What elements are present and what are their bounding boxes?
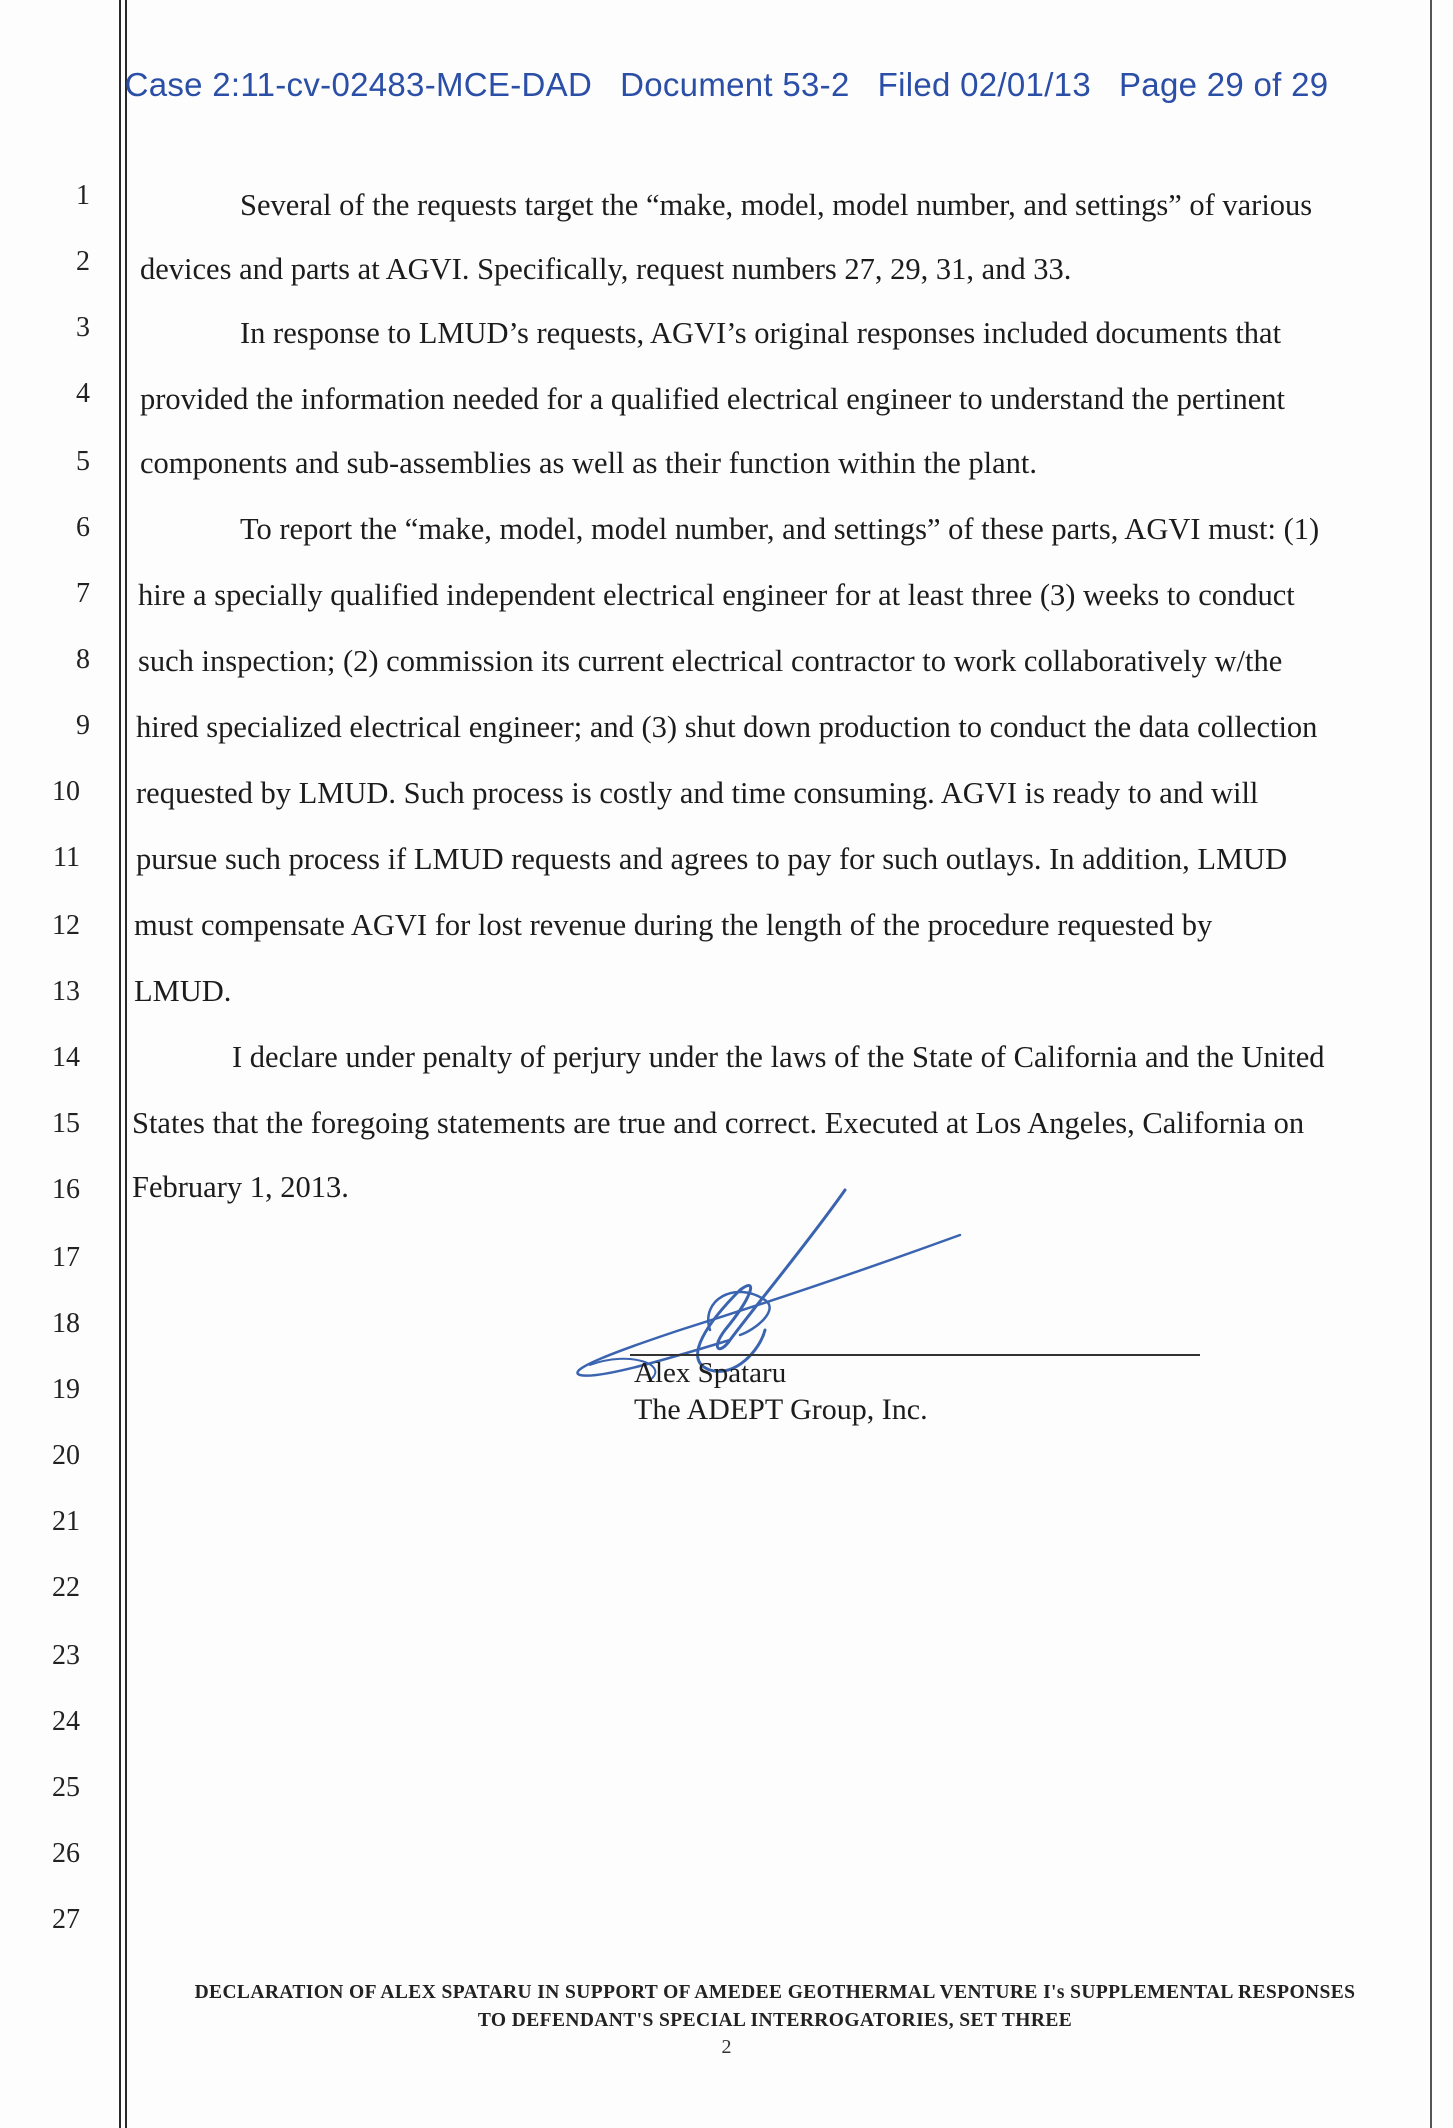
line-number: 4 bbox=[76, 378, 90, 409]
page-count: Page 29 of 29 bbox=[1118, 66, 1329, 103]
body-line: February 1, 2013. bbox=[132, 1170, 349, 1204]
left-margin-rule-inner bbox=[125, 0, 127, 2128]
line-number: 20 bbox=[52, 1440, 80, 1471]
page-number: 2 bbox=[721, 2036, 732, 2058]
line-number: 10 bbox=[52, 776, 80, 807]
signatory-name: Alex Spataru bbox=[634, 1357, 787, 1389]
body-line: States that the foregoing statements are true and correct. Executed at Los Angeles, California on bbox=[132, 1106, 1305, 1140]
line-number: 18 bbox=[52, 1308, 80, 1339]
line-number: 21 bbox=[52, 1506, 80, 1537]
footer-title-line-1: DECLARATION OF ALEX SPATARU IN SUPPORT OF AMEDEE GEOTHERMAL VENTURE I's SUPPLEMENTAL RESPONSES bbox=[194, 1982, 1356, 2003]
line-number: 1 bbox=[76, 180, 90, 211]
right-margin-rule bbox=[1430, 0, 1432, 2128]
line-number: 23 bbox=[52, 1640, 80, 1671]
line-number: 16 bbox=[52, 1174, 80, 1205]
body-line: Several of the requests target the “make, model, model number, and settings” of various bbox=[240, 188, 1313, 222]
case-number: Case 2:11-cv-02483-MCE-DAD bbox=[124, 66, 593, 103]
footer-title-line-2: TO DEFENDANT'S SPECIAL INTERROGATORIES, SET THREE bbox=[477, 2010, 1073, 2031]
line-number: 6 bbox=[76, 512, 90, 543]
body-line: devices and parts at AGVI. Specifically, request numbers 27, 29, 31, and 33. bbox=[140, 252, 1072, 286]
line-number: 17 bbox=[52, 1242, 80, 1273]
body-line: must compensate AGVI for lost revenue during the length of the procedure requested by bbox=[134, 908, 1213, 942]
body-line: components and sub-assemblies as well as their function within the plant. bbox=[140, 446, 1038, 480]
body-line: pursue such process if LMUD requests and agrees to pay for such outlays. In addition, LMUD bbox=[136, 842, 1288, 876]
line-number: 8 bbox=[76, 644, 90, 675]
line-number: 9 bbox=[76, 710, 90, 741]
signatory-company: The ADEPT Group, Inc. bbox=[634, 1393, 928, 1426]
line-number: 12 bbox=[52, 910, 80, 941]
line-number: 22 bbox=[52, 1572, 80, 1603]
body-line: requested by LMUD. Such process is costly and time consuming. AGVI is ready to and will bbox=[136, 776, 1259, 810]
line-number: 19 bbox=[52, 1374, 80, 1405]
body-line: In response to LMUD’s requests, AGVI’s original responses included documents that bbox=[240, 316, 1282, 350]
line-number: 5 bbox=[76, 446, 90, 477]
line-number: 7 bbox=[76, 578, 90, 609]
line-number: 14 bbox=[52, 1042, 80, 1073]
body-line: hired specialized electrical engineer; and (3) shut down production to conduct the data collection bbox=[136, 710, 1318, 744]
left-margin-rule bbox=[119, 0, 121, 2128]
document-number: Document 53-2 bbox=[620, 66, 850, 103]
line-number: 27 bbox=[52, 1904, 80, 1935]
body-line: hire a specially qualified independent electrical engineer for at least three (3) weeks to conduct bbox=[138, 578, 1295, 612]
line-number: 2 bbox=[76, 246, 90, 277]
line-number: 26 bbox=[52, 1838, 80, 1869]
filed-date: Filed 02/01/13 bbox=[877, 66, 1091, 103]
body-line: such inspection; (2) commission its current electrical contractor to work collaboratively w/the bbox=[138, 644, 1283, 678]
line-number: 11 bbox=[53, 842, 80, 873]
body-line: LMUD. bbox=[134, 974, 232, 1008]
signature-line bbox=[630, 1354, 1200, 1356]
line-number: 24 bbox=[52, 1706, 80, 1737]
line-number: 25 bbox=[52, 1772, 80, 1803]
body-line: provided the information needed for a qualified electrical engineer to understand the pertinent bbox=[140, 382, 1285, 416]
ecf-header bbox=[0, 66, 1453, 104]
line-number: 13 bbox=[52, 976, 80, 1007]
line-number: 3 bbox=[76, 312, 90, 343]
body-line: I declare under penalty of perjury under the laws of the State of California and the United bbox=[232, 1040, 1325, 1074]
body-line: To report the “make, model, model number, and settings” of these parts, AGVI must: (1) bbox=[240, 512, 1320, 546]
line-number: 15 bbox=[52, 1108, 80, 1139]
